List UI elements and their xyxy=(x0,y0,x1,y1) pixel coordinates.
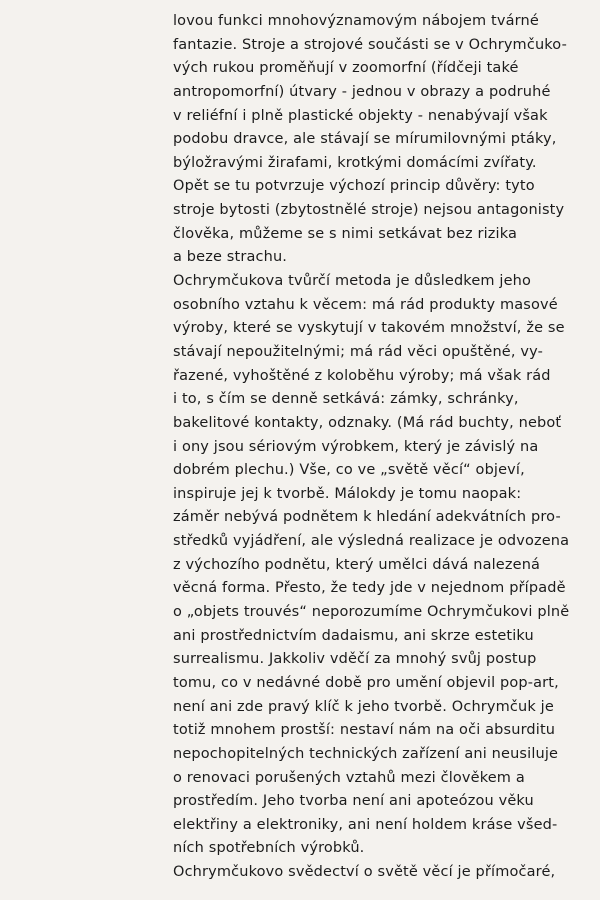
text-line: elektřiny a elektroniky, ani není holdem kráse všed- xyxy=(173,816,558,833)
text-line: a beze strachu. xyxy=(173,249,288,266)
text-line: prostředím. Jeho tvorba není ani apoteózou věku xyxy=(173,793,534,810)
text-line: býložravými žirafami, krotkými domácími zvířaty. xyxy=(173,154,537,171)
text-line: bakelitové kontakty, odznaky. (Má rád buchty, neboť xyxy=(173,414,562,431)
text-line: inspiruje jej k tvorbě. Málokdy je tomu naopak: xyxy=(173,485,522,502)
body-text xyxy=(173,10,573,885)
text-line: z výchozího podnětu, který umělci dává nalezená xyxy=(173,556,541,573)
text-line: tomu, co v nedávné době pro umění objevil pop-art, xyxy=(173,674,559,691)
text-line: o renovaci porušených vztahů mezi člověkem a xyxy=(173,769,525,786)
text-line: výroby, které se vyskytují v takovém množství, že se xyxy=(173,320,565,337)
text-line: dobrém plechu.) Vše, co ve „světě věcí“ objeví, xyxy=(173,462,525,479)
text-line: řazené, vyhoštěné z koloběhu výroby; má však rád xyxy=(173,367,551,384)
text-line: fantazie. Stroje a strojové součásti se v Ochrymčuko- xyxy=(173,36,567,53)
text-line: stroje bytosti (zbytostnělé stroje) nejsou antagonisty xyxy=(173,202,565,219)
text-line: totiž mnohem prostší: nestaví nám na oči absurditu xyxy=(173,722,556,739)
text-line: vých rukou proměňují v zoomorfní (řídčeji také xyxy=(173,60,519,77)
text-line: podobu dravce, ale stávají se mírumilovnými ptáky, xyxy=(173,131,557,148)
text-line: osobního vztahu k věcem: má rád produkty masové xyxy=(173,296,558,313)
text-line: středků vyjádření, ale výsledná realizace je odvozena xyxy=(173,533,570,550)
text-line: nepochopitelných technických zařízení ani neusiluje xyxy=(173,745,559,762)
text-line: lovou funkci mnohovýznamovým nábojem tvárné xyxy=(173,13,539,29)
text-line: není ani zde pravý klíč k jeho tvorbě. Ochrymčuk je xyxy=(173,698,554,715)
text-line: v reliéfní i plně plastické objekty - nenabývají však xyxy=(173,107,548,124)
text-line: Opět se tu potvrzuje výchozí princip důvěry: tyto xyxy=(173,178,535,195)
text-line: člověka, můžeme se s nimi setkávat bez rizika xyxy=(173,225,518,242)
text-line: Ochrymčukova tvůrčí metoda je důsledkem jeho xyxy=(173,273,532,290)
text-line: ních spotřebních výrobků. xyxy=(173,840,365,857)
text-line: o „objets trouvés“ neporozumíme Ochrymčukovi plně xyxy=(173,604,570,621)
text-line: záměr nebývá podnětem k hledání adekvátních pro- xyxy=(173,509,561,526)
text-line: antropomorfní) útvary - jednou v obrazy a podruhé xyxy=(173,83,551,100)
text-line: Ochrymčukovo svědectví o světě věcí je přímočaré, xyxy=(173,864,556,881)
text-line: ani prostřednictvím dadaismu, ani skrze estetiku xyxy=(173,627,534,644)
text-line: surrealismu. Jakkoliv vděčí za mnohý svůj postup xyxy=(173,651,537,668)
text-line: věcná forma. Přesto, že tedy jde v nejednom případě xyxy=(173,580,566,597)
text-line: stávají nepoužitelnými; má rád věci opuštěné, vy- xyxy=(173,343,543,360)
text-line: i to, s čím se denně setkává: zámky, schránky, xyxy=(173,391,519,408)
text-line: i ony jsou sériovým výrobkem, který je závislý na xyxy=(173,438,539,455)
